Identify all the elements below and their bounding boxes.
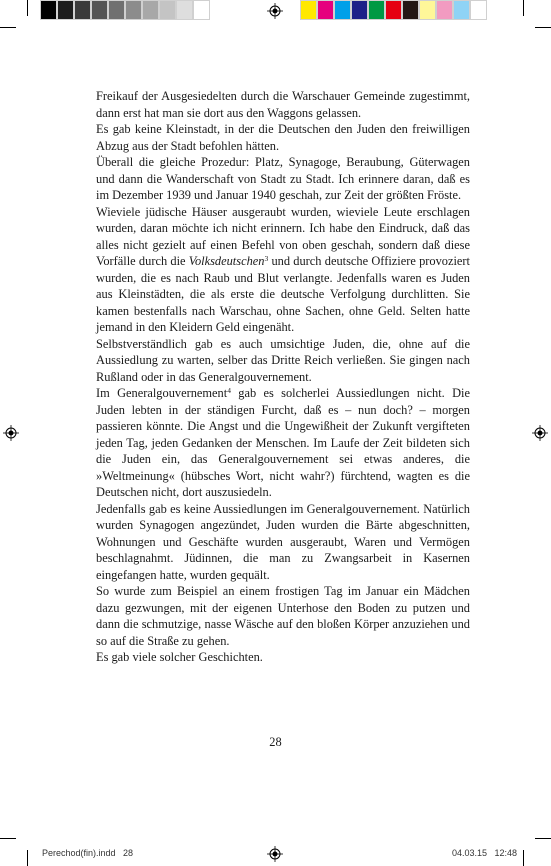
process-swatch-6 [385, 0, 402, 20]
paragraph-9-text: Es gab viele solcher Geschichten. [96, 650, 263, 664]
crop-mark-top-left-vertical [27, 0, 28, 16]
paragraph-2 [96, 121, 470, 154]
crop-mark-top-right-vertical [523, 0, 524, 16]
paragraph-3-text: Überall die gleiche Prozedur: Platz, Synagoge, Beraubung, Güterwagen und dann die Wanderschaft von Stadt zu Stadt. Ich erinnere daran, daß es im Dezember 1939 und Januar 1940 geschah, zur Zeit der größten Fröste. [96, 155, 470, 202]
registration-mark-left-icon [3, 425, 19, 441]
paragraph-1 [96, 88, 470, 121]
grayscale-swatch-9 [176, 0, 193, 20]
paragraph-6 [96, 385, 470, 501]
paragraph-2-text: Es gab keine Kleinstadt, in der die Deutschen den Juden den freiwilligen Abzug aus der Stadt befohlen hätten. [96, 122, 470, 153]
crop-mark-bottom-left-horizontal [0, 838, 16, 839]
process-swatch-10 [453, 0, 470, 20]
crop-mark-bottom-left-vertical [27, 850, 28, 866]
paragraph-6-text-a: Im Generalgouvernement [96, 386, 228, 400]
grayscale-swatch-3 [74, 0, 91, 20]
paragraph-3 [96, 154, 470, 204]
grayscale-swatch-10 [193, 0, 210, 20]
process-swatch-9 [436, 0, 453, 20]
paragraph-1-text: Freikauf der Ausgesiedelten durch die Warschauer Gemeinde zugestimmt, dann erst hat man sie dort aus den Waggons gelassen. [96, 89, 470, 120]
paragraph-4 [96, 204, 470, 336]
grayscale-swatch-7 [142, 0, 159, 20]
grayscale-swatch-6 [125, 0, 142, 20]
volksdeutschen-term: Volksdeutschen [188, 254, 265, 268]
paragraph-8 [96, 583, 470, 649]
registration-mark-top-icon [267, 3, 283, 19]
process-color-bar [300, 0, 487, 20]
footnote-ref-3: 3 [264, 254, 269, 263]
crop-mark-top-left-horizontal [0, 27, 16, 28]
paragraph-6-text-b: gab es solcherlei Aussiedlungen nicht. Die Juden lebten in der ständigen Furcht, daß es – nun doch? – morgen passieren könnte. Die Angst und die Ungewißheit der Zukunft vergifteten jeden Tag, jeden Gedanken der Menschen. Im Laufe der Zeit bildeten sich die Juden ein, das Generalgouvernement sei etwas anderes, die »Weltmeinung« (hübsches Wort, nicht wahr?) fürchtend, wagten es die Deutschen nicht, dort auszusiedeln. [96, 386, 470, 499]
registration-mark-bottom-icon [267, 846, 283, 862]
grayscale-swatch-2 [57, 0, 74, 20]
paragraph-5 [96, 336, 470, 386]
grayscale-swatch-8 [159, 0, 176, 20]
paragraph-5-text: Selbstverständlich gab es auch umsichtige Juden, die, ohne auf die Aussiedlung zu warten, selber das Dritte Reich verließen. Sie gingen nach Rußland oder in das Generalgouvernement. [96, 336, 470, 384]
registration-mark-right-icon [532, 425, 548, 441]
paragraph-8-text: So wurde zum Beispiel an einem frostigen Tag im Januar ein Mädchen dazu gezwungen, mit der eigenen Unterhose den Boden zu putzen und dann die schmutzige, nasse Wäsche auf den bloßen Körper anzuziehen und so auf die Straße zu gehen. [96, 584, 470, 648]
process-swatch-8 [419, 0, 436, 20]
process-swatch-2 [317, 0, 334, 20]
paragraph-7-text: Jedenfalls gab es keine Aussiedlungen im Generalgouvernement. Natürlich wurden Synagogen angezündet, Juden wurden die Bärte abgeschnitten, Wohnungen und Geschäfte wurden ausgeraubt, Waren und Vermögen beschlagnahmt. Jüdinnen, die man zu Zwangsarbeit in Kasernen eingefangen hatte, wurden gequält. [96, 501, 470, 582]
process-swatch-7 [402, 0, 419, 20]
process-swatch-1 [300, 0, 317, 20]
process-swatch-5 [368, 0, 385, 20]
process-swatch-11 [470, 0, 487, 20]
grayscale-color-bar [40, 0, 210, 20]
crop-mark-bottom-right-vertical [523, 850, 524, 866]
crop-mark-bottom-right-horizontal [535, 838, 551, 839]
paragraph-9 [96, 649, 470, 666]
paragraph-4-text-b: und durch deutsche Offiziere provoziert wurden, die es nach Raub und Blut verlangte. Jedenfalls waren es Juden aus Kleinstädten, die als erste die deutsche Verfolgung durchlitten. Sie kamen bestenfalls nach Warschau, ohne Sachen, ohne Geld. Selten hatte jemand in den Kleidern Geld eingenäht. [96, 254, 470, 334]
process-swatch-3 [334, 0, 351, 20]
slug-file-info: Perechod(fin).indd 28 [42, 848, 134, 858]
process-swatch-4 [351, 0, 368, 20]
grayscale-swatch-5 [108, 0, 125, 20]
body-text [96, 88, 470, 666]
footnote-ref-4: 4 [227, 386, 231, 395]
crop-mark-top-right-horizontal [535, 27, 551, 28]
page-number: 28 [269, 735, 282, 749]
slug-date-info: 04.03.15 12:48 [452, 848, 518, 858]
grayscale-swatch-4 [91, 0, 108, 20]
paragraph-7 [96, 501, 470, 584]
paragraph-4-text-a: Wieviele jüdische Häuser ausgeraubt wurden, wieviele Leute erschlagen wurden, daran möchte ich nicht erinnern. Ich habe den Eindruck, daß das alles nicht gezielt auf einen Befehl von oben geschah, sondern daß diese Vorfälle durch die [96, 204, 470, 268]
grayscale-swatch-1 [40, 0, 57, 20]
